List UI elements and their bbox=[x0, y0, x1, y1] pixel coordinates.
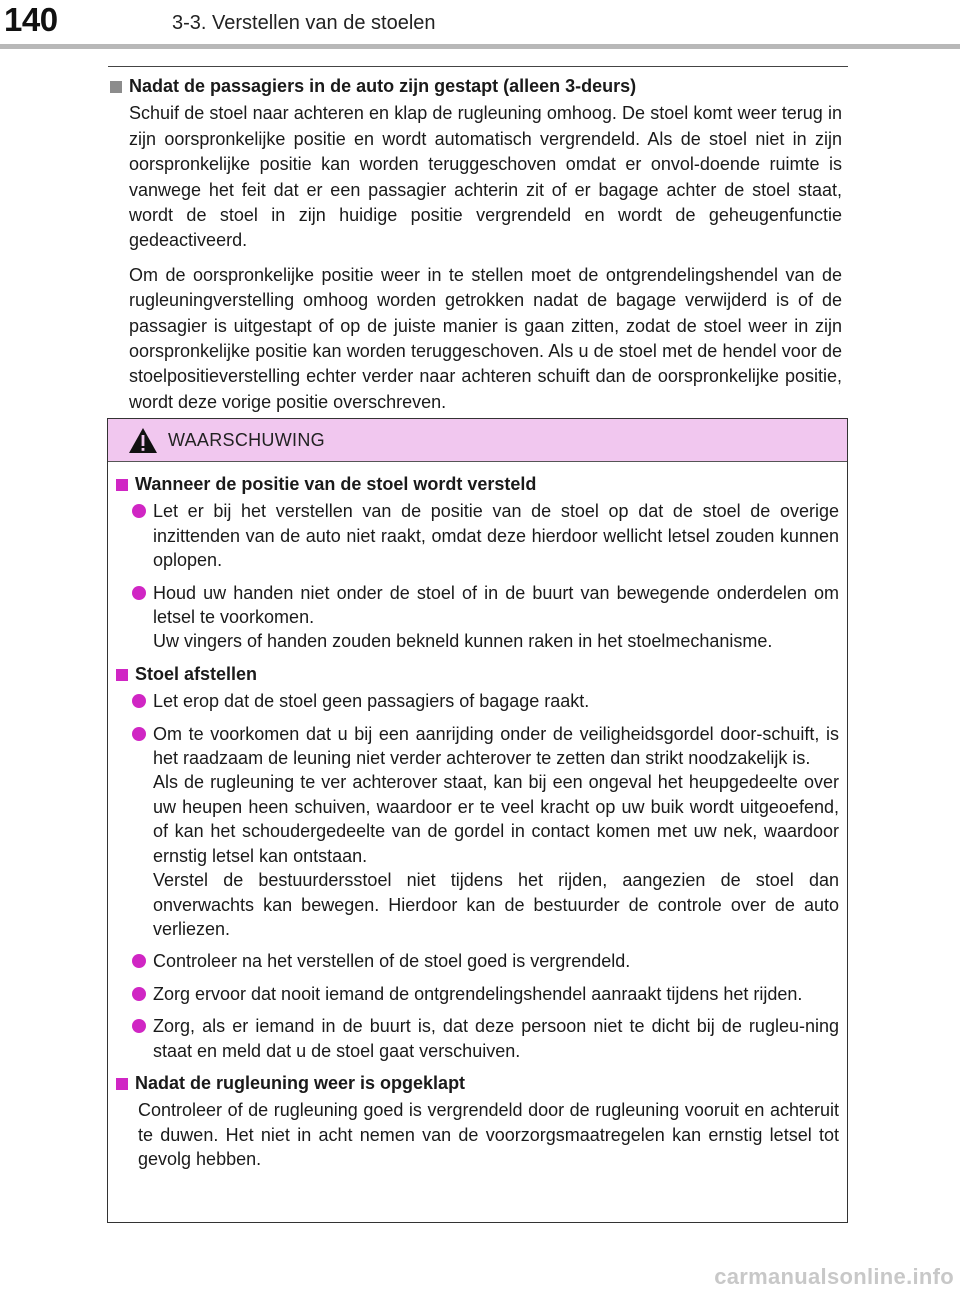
warning-section bbox=[116, 1071, 839, 1172]
intro-section bbox=[110, 74, 842, 415]
warning-paragraph: Controleer of de rugleuning goed is vergrendeld door de rugleuning vooruit en achteruit te duwen. Het niet in acht nemen van de voorzorgsmaatregelen kan ernstig letsel tot gevolg hebben. bbox=[138, 1100, 839, 1170]
list-item bbox=[132, 949, 839, 973]
page-number: 140 bbox=[4, 1, 58, 38]
list-item bbox=[132, 689, 839, 713]
list-item-text: Verstel de bestuurdersstoel niet tijdens het rijden, aangezien de stoel dan onverwachts kan bewegen. Hierdoor kan de bestuurder de controle over de auto verliezen. bbox=[153, 870, 839, 939]
square-bullet-icon bbox=[110, 81, 122, 93]
list-item-text: Zorg, als er iemand in de buurt is, dat deze persoon niet te dicht bij de rugleu-ning staat en meld dat u de stoel gaat verschuiven. bbox=[153, 1016, 839, 1061]
list-item-text: Zorg ervoor dat nooit iemand de ontgrendelingshendel aanraakt tijdens het rijden. bbox=[153, 983, 803, 1004]
watermark: carmanualsonline.info bbox=[714, 1264, 954, 1289]
section-title: 3-3. Verstellen van de stoelen bbox=[172, 12, 436, 34]
round-bullet-icon bbox=[132, 954, 146, 968]
header-rule bbox=[0, 44, 960, 49]
warning-section bbox=[116, 472, 839, 654]
list-item-text: Let er bij het verstellen van de positie van de stoel op dat de stoel de overige inzittenden van de auto niet raakt, omdat deze hierdoor wellicht letsel zouden kunnen oplopen. bbox=[153, 501, 839, 571]
list-item-text: Om te voorkomen dat u bij een aanrijding onder de veiligheidsgordel door-schuift, is het raadzaam de leuning niet verder achterover te zetten dan strikt noodzakelijk is. bbox=[153, 723, 839, 769]
square-bullet-icon bbox=[116, 479, 128, 491]
warning-section-heading-row bbox=[116, 1071, 839, 1095]
list-item bbox=[132, 722, 839, 942]
intro-paragraph: Om de oorspronkelijke positie weer in te stellen moet de ontgrendelingshendel van de rugleuningverstelling omhoog worden getrokken nadat de bagage verwijderd is of de passagier is uitgestapt of op de juiste manier is gaan zitten, zodat de stoel weer in zijn oorspronkelijke positie kan worden teruggeschoven. Als u de stoel met de hendel voor de stoelpositieverstelling echter verder naar achteren schuift dan de oorspronkelijke positie, wordt deze vorige positie overschreven. bbox=[129, 264, 842, 412]
list-item bbox=[132, 1014, 839, 1063]
list-item-text: Controleer na het verstellen of de stoel goed is vergrendeld. bbox=[153, 951, 631, 972]
round-bullet-icon bbox=[132, 694, 146, 708]
warning-section-heading: Stoel afstellen bbox=[135, 663, 258, 684]
warning-title: WAARSCHUWING bbox=[168, 429, 325, 450]
warning-section-heading-row bbox=[116, 472, 839, 496]
round-bullet-icon bbox=[132, 1019, 146, 1033]
round-bullet-icon bbox=[132, 586, 146, 600]
intro-heading: Nadat de passagiers in de auto zijn gestapt (alleen 3-deurs) bbox=[129, 76, 637, 96]
warning-section-heading: Nadat de rugleuning weer is opgeklapt bbox=[135, 1072, 466, 1093]
list-item-text: Houd uw handen niet onder de stoel of in de buurt van bewegende onderdelen om letsel te voorkomen. bbox=[153, 582, 839, 628]
list-item bbox=[132, 581, 839, 654]
list-item bbox=[132, 499, 839, 572]
intro-heading-row bbox=[110, 74, 842, 99]
warning-section bbox=[116, 662, 839, 1063]
list-item-text: Let erop dat de stoel geen passagiers of bagage raakt. bbox=[153, 691, 590, 712]
warning-box bbox=[107, 418, 848, 1223]
list-item-text: Uw vingers of handen zouden bekneld kunnen raken in het stoelmechanisme. bbox=[153, 631, 773, 652]
list-item bbox=[132, 982, 839, 1006]
warning-header bbox=[108, 419, 847, 462]
round-bullet-icon bbox=[132, 727, 146, 741]
warning-section-heading: Wanneer de positie van de stoel wordt versteld bbox=[135, 474, 537, 494]
square-bullet-icon bbox=[116, 1078, 128, 1090]
intro-paragraph: Schuif de stoel naar achteren en klap de rugleuning omhoog. De stoel komt weer terug in zijn oorspronkelijke positie en wordt automatisch vergrendeld. Als de stoel niet in zijn oorspronkelijke positie kan worden teruggeschoven omdat er onvol-doende ruimte is vanwege het feit dat er een passagier achterin zit of er bagage achter de stoel staat, wordt de stoel in zijn huidige positie vergrendeld en wordt de geheugenfunctie gedeactiveerd. bbox=[129, 103, 842, 251]
round-bullet-icon bbox=[132, 504, 146, 518]
square-bullet-icon bbox=[116, 669, 128, 681]
round-bullet-icon bbox=[132, 987, 146, 1001]
warning-section-heading-row bbox=[116, 662, 839, 686]
warning-triangle-icon bbox=[128, 427, 158, 454]
warning-body bbox=[108, 462, 847, 1172]
list-item-text: Als de rugleuning te ver achterover staat, kan bij een ongeval het heupgedeelte over uw heupen heen schuiven, waardoor er te veel kracht op uw buik wordt uitgeoefend, of kan het schoudergedeelte van de gordel in contact komen met uw nek, waardoor ernstig letsel kan ontstaan. bbox=[153, 772, 839, 866]
content-rule bbox=[108, 66, 848, 67]
